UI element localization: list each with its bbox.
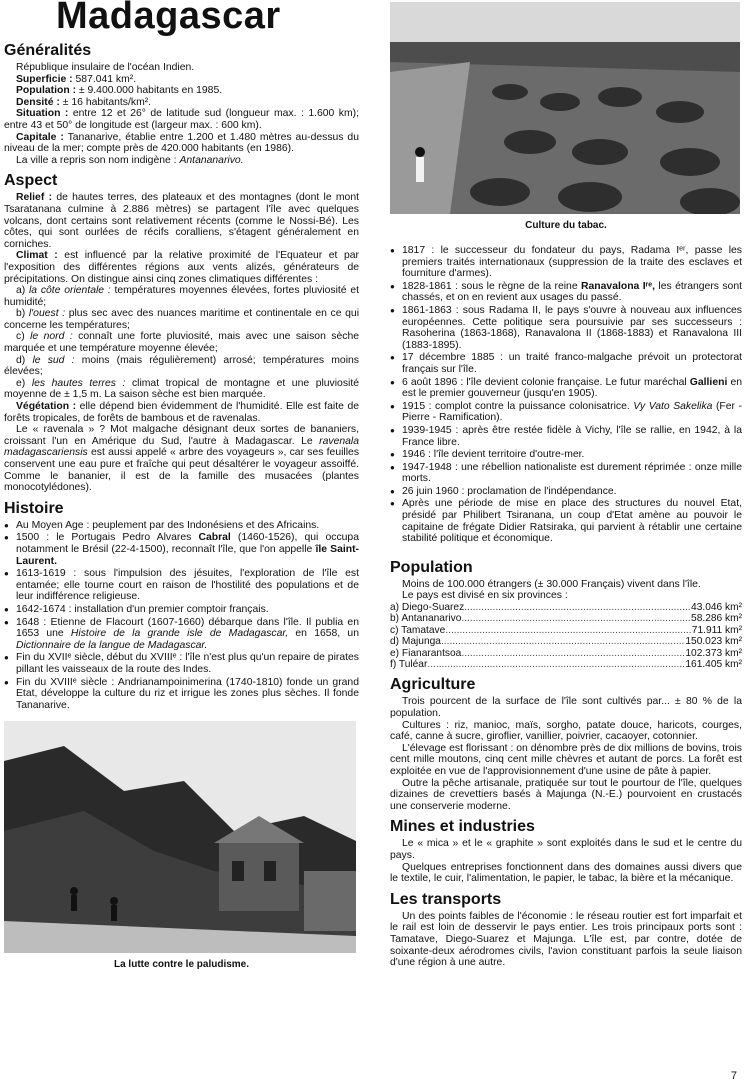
list-item: ● 1861-1863 : sous Radama II, le pays s'ouvre à nouveau aux influences européennes. Cette politique sera poursuivie par ses successeurs : Rasoherina (1863-1868), Ranavalona II (1868-1883) et Ranavalona III (1883-1895).	[390, 305, 742, 351]
superficie: Superficie : 587.041 km².	[16, 73, 137, 85]
agriculture-p2: Cultures : riz, manioc, maïs, sorgho, patate douce, haricots, courges, café, canne à sucre, giroflier, vanillier, poivrier, cacaoyer, cotonnier.	[390, 719, 742, 743]
list-item: ● 1828-1861 : sous le règne de la reine Ranavalona Iʳᵉ, les étrangers sont chassés, et on en revient aux usages du passé.	[390, 281, 742, 304]
agriculture-p4: Outre la pêche artisanale, pratiquée sur tout le pourtour de l'île, quelques dizaines de crevettiers basés à Majunga (N.-E.) pourvoient en crustacés une conserverie moderne.	[390, 777, 742, 812]
list-item: ● 1939-1945 : après être restée fidèle à Vichy, l'île se rallie, en 1942, à la France libre.	[390, 425, 742, 448]
province-name: b) Antananarivo	[390, 613, 462, 625]
page-number: 7	[730, 1070, 737, 1082]
vegetation: Végétation : elle dépend bien évidemment de l'humidité. Elle est faite de forêts tropicales, de forêts de bambous et de ravenalas.	[4, 401, 360, 424]
zone-e: e) les hautes terres : climat tropical de montagne et une pluviosité moyenne de ± 1,5 m. La saison sèche est bien marquée.	[4, 377, 360, 401]
situation: Situation : entre 12 et 26° de latitude sud (longueur max. : 1.600 km); entre 43 et 50° de longitude est (largeur max. : 600 km).	[4, 108, 360, 131]
leader-dots	[427, 659, 685, 670]
province-area: 150.023 km²	[685, 636, 742, 648]
hillside-image	[4, 721, 356, 953]
list-item: ● 1915 : complot contre la puissance colonisatrice. Vy Vato Sakelika (Fer - Pierre - Ramification).	[390, 401, 742, 424]
tabac-photo	[390, 2, 740, 214]
population-line: Population : ± 9.400.000 habitants en 1985.	[16, 85, 223, 97]
heading-generalites: Généralités	[4, 42, 92, 59]
province-area: 43.046 km²	[691, 602, 742, 614]
zone-b: b) l'ouest : plus sec avec des nuances maritime et continentale en ce qui concerne les températures;	[4, 308, 359, 331]
list-item: ● 1817 : le successeur du fondateur du pays, Radama Iᵉʳ, passe les premiers traités internationaux (suppression de la traite des esclaves et fourniture d'armes).	[390, 245, 742, 280]
histoire-list-left	[4, 520, 359, 712]
province-row	[390, 613, 742, 624]
ravenala: Le « ravenala » ? Mot malgache désignant deux sortes de bananiers, croissant l'un en Amérique du Sud, l'autre à Madagascar. Le ravenala madagascariensis est aussi appelé « arbre des voyageurs », car ses feuilles conservent une eau pure et fraîche qui peut désaltérer le voyageur assoiffé. Comme le bananier, il est de la famille des musacées (plantes monocotylédones).	[4, 424, 360, 494]
caption-paludisme: La lutte contre le paludisme.	[113, 959, 250, 971]
mines-p2: Quelques entreprises fonctionnent dans des domaines aussi divers que le textile, le cuir, l'alimentation, le papier, le tabac, la bière et la mécanique.	[390, 861, 742, 885]
leader-dots	[461, 613, 691, 624]
left-column	[4, 0, 359, 970]
heading-histoire: Histoire	[4, 499, 64, 517]
list-item: ● Fin du XVIIᵉ siècle, début du XVIIIᵉ : l'île n'est plus qu'un repaire de pirates pillant les vaisseaux de la route des Indes.	[4, 652, 359, 675]
right-column	[390, 0, 742, 969]
heading-transports: Les transports	[390, 890, 502, 908]
list-item: ● Fin du XVIIIᵉ siècle : Andrianampoinimerina (1740-1810) fonde un grand Etat, développe la culture du riz et irrigue les zones plus sèches. Il fonde Tananarive.	[4, 677, 359, 712]
tobacco-field-image	[390, 2, 740, 214]
list-item: ● Au Moyen Age : peuplement par des Indonésiens et des Africains.	[4, 520, 359, 532]
page-title: Madagascar	[56, 0, 281, 37]
zone-c: c) le nord : connaît une forte pluviosité, mais avec une saison sèche marquée et une température moyenne élevée;	[4, 331, 360, 355]
province-area: 58.286 km²	[691, 613, 742, 625]
heading-aspect: Aspect	[4, 172, 58, 190]
generalites-intro: République insulaire de l'océan Indien.	[16, 62, 195, 73]
list-item: ● 17 décembre 1885 : un traité franco-malgache prévoit un protectorat français sur l'île.	[390, 352, 742, 375]
relief: Relief : de hautes terres, des plateaux et des montagnes (dont le mont Tsaratanana culmine à 2.886 mètres) se partagent l'île avec quelques volcans, dont certains sont relativement récents (comme le Nossi-Bé). Les côtes, qui sont ourlées de récifs coralliens, s'étagent généralement en corniches.	[4, 192, 359, 250]
paludisme-photo	[4, 721, 356, 953]
histoire-list-right	[390, 245, 742, 545]
leader-dots	[461, 648, 685, 659]
leader-dots	[445, 625, 691, 636]
province-name: a) Diego-Suarez	[390, 602, 465, 614]
agriculture-p3: L'élevage est florissant : on dénombre près de dix millions de bovins, trois cent mille moutons, cinq cent mille chèvres et autant de porcs. La forêt est exploitée en vue de l'approvisionnement d'une usine de pâte à papier.	[390, 742, 742, 778]
leader-dots	[464, 602, 691, 613]
leader-dots	[441, 636, 685, 647]
capitale: Capitale : Tananarive, établie entre 1.200 et 1.480 mètres au-dessus du niveau de la mer; compte près de 420.000 habitants (en 1986).	[4, 131, 359, 155]
climat: Climat : est influencé par la relative proximité de l'Equateur et par l'exposition des différentes régions aux vents alizés, générateurs de précipitations. On distingue ainsi cinq zones climatiques différentes :	[4, 250, 359, 285]
heading-agriculture: Agriculture	[390, 676, 476, 694]
province-row	[390, 602, 742, 613]
province-area: 161.405 km²	[685, 659, 742, 671]
zone-d: d) le sud : moins (mais régulièrement) arrosé; températures moins élevées;	[4, 354, 359, 378]
population-text-2: Le pays est divisé en six provinces :	[402, 590, 568, 602]
transports-p1: Un des points faibles de l'économie : le réseau routier est fort imparfait et le rail est loin de desservir le pays entier. Les trois principaux ports sont : Tamatave, Diego-Suarez et Majunga. L'île est, par contre, dotée de soixante-deux aérodromes civils, l'avion constituant parfois la seule liaison d'une région à une autre.	[390, 910, 742, 969]
agriculture-p1: Trois pourcent de la surface de l'île sont cultivés par... ± 80 % de la population.	[390, 696, 742, 720]
mines-p1: Le « mica » et le « graphite » sont exploités dans le sud et le centre du pays.	[390, 838, 742, 861]
list-item: ● 1642-1674 : installation d'un premier comptoir français.	[4, 604, 359, 616]
population-text-1: Moins de 100.000 étrangers (± 30.000 Français) vivent dans l'île.	[402, 578, 701, 590]
province-area: 102.373 km²	[685, 647, 742, 659]
province-name: f) Tuléar	[390, 659, 428, 671]
province-name: d) Majunga	[390, 636, 441, 648]
ville: La ville a repris son nom indigène : Antananarivo.	[16, 154, 244, 166]
caption-tabac: Culture du tabac.	[525, 220, 607, 231]
province-row	[390, 625, 742, 636]
list-item: ● 26 juin 1960 : proclamation de l'indépendance.	[390, 486, 742, 498]
list-item: ● Après une période de mise en place des structures du nouvel Etat, présidé par Philibert Tsiranana, un coup d'Etat amène au pouvoir le capitaine de frégate Didier Ratsiraka, qui parvient à rétablir une certaine stabilité politique et économique.	[390, 498, 742, 544]
province-area: 71.911 km²	[691, 624, 742, 636]
heading-mines: Mines et industries	[390, 818, 535, 836]
densite: Densité : ± 16 habitants/km².	[16, 96, 152, 108]
list-item: ● 6 août 1896 : l'île devient colonie française. Le futur maréchal Gallieni en est le premier gouverneur (jusqu'en 1905).	[390, 377, 742, 400]
list-item: ● 1500 : le Portugais Pedro Alvares Cabral (1460-1526), qui occupa notamment le Brésil (22-4-1500), reconnaît l'île, que l'on appelle île Saint-Laurent.	[4, 532, 359, 567]
province-row	[390, 659, 742, 670]
province-name: c) Tamatave	[390, 624, 446, 636]
list-item: ● 1648 : Etienne de Flacourt (1607-1660) débarque dans l'île. Il publia en 1653 une Histoire de la grande isle de Madagascar, en 1658, un Dictionnaire de la langue de Madagascar.	[4, 617, 359, 652]
list-item: ● 1946 : l'île devient territoire d'outre-mer.	[390, 449, 742, 461]
heading-population: Population	[390, 558, 473, 576]
province-name: e) Fianarantsoa	[390, 647, 462, 659]
list-item: ● 1947-1948 : une rébellion nationaliste est durement réprimée : onze mille morts.	[390, 462, 742, 485]
list-item: ● 1613-1619 : sous l'impulsion des jésuites, l'exploration de l'île est entamée; elle tourne court en raison de l'hostilité des populations et de leur indifférence religieuse.	[4, 568, 359, 603]
province-row	[390, 648, 742, 659]
zone-a: a) la côte orientale : températures moyennes élevées, fortes pluviosité et humidité;	[4, 285, 359, 308]
provinces-list	[390, 602, 742, 670]
province-row	[390, 636, 742, 647]
